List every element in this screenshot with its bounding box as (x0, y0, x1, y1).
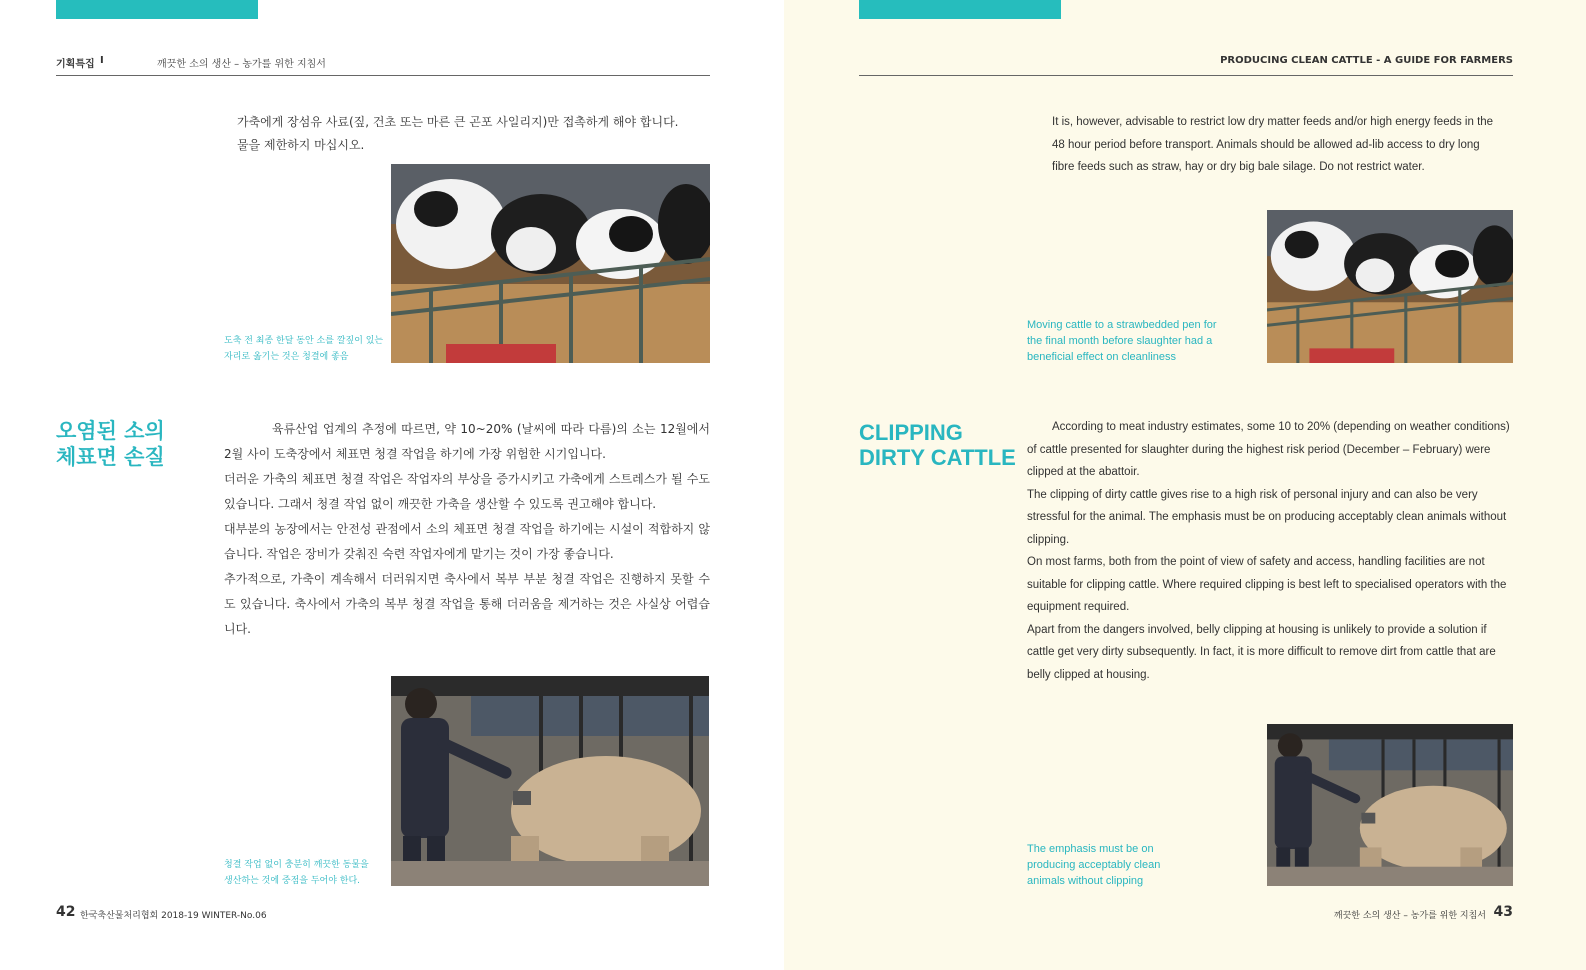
cattle-in-pen-photo (1267, 210, 1513, 363)
photo-caption-1 (1027, 317, 1217, 365)
section-heading (859, 420, 1016, 470)
body-paragraph: On most farms, both from the point of view of safety and access, handling facilities are not suitable for clipping cattle. Where required clipping is best left to specialised operators with the equipment required. (1027, 556, 1507, 613)
body-paragraph: 더러운 가축의 체표면 청결 작업은 작업자의 부상을 증가시키고 가축에게 스트레스가 될 수도 있습니다. 그래서 청결 작업 없이 깨끗한 가축을 생산할 수 있도록 권고해야 합니다. (224, 472, 710, 511)
body-paragraph: The clipping of dirty cattle gives rise to a high risk of personal injury and can also be very stressful for the animal. The emphasis must be on producing acceptably clean animals without clipping. (1027, 488, 1507, 546)
heading-line: 체표면 손질 (56, 445, 165, 469)
body-text (224, 417, 710, 642)
page-number: 43 (1493, 904, 1513, 920)
header-tab-bar (859, 0, 1061, 19)
body-paragraph: According to meat industry estimates, some 10 to 20% (depending on weather conditions) of cattle presented for slaughter during the highest risk period (December – February) were clipped at the abattoir. (1027, 421, 1510, 478)
photo-caption-2 (224, 857, 369, 889)
photo-caption-1 (224, 333, 383, 365)
footer-text: 깨끗한 소의 생산 – 농가를 위한 지침서 (1333, 911, 1486, 921)
intro-text (1052, 111, 1522, 179)
running-title: PRODUCING CLEAN CATTLE - A GUIDE FOR FARMERS (1220, 55, 1513, 66)
intro-line: 가축에게 장섬유 사료(짚, 건초 또는 마른 큰 곤포 사일리지)만 접촉하게 해야 합니다. (237, 115, 679, 129)
heading-line: 오염된 소의 (56, 419, 165, 443)
intro-line: fibre feeds such as straw, hay or dry big bale silage. Do not restrict water. (1052, 161, 1425, 173)
section-heading (56, 418, 165, 470)
right-page (784, 0, 1586, 970)
body-paragraph: 대부분의 농장에서는 안전성 관점에서 소의 체표면 청결 작업을 하기에는 시설이 적합하지 않습니다. 작업은 장비가 갖춰진 숙련 작업자에게 맡기는 것이 가장 좋습니다. (224, 522, 710, 561)
caption-line: animals without clipping (1027, 875, 1144, 887)
body-paragraph: 추가적으로, 가축이 계속해서 더러워지면 축사에서 복부 부분 청결 작업은 진행하지 못할 수도 있습니다. 축사에서 가축의 복부 청결 작업을 통해 더러움을 제거하는 것은 사실상 어렵습니다. (224, 572, 710, 636)
header-rule (859, 75, 1513, 76)
header-rule (56, 75, 710, 76)
caption-line: 도축 전 최종 한달 동안 소를 깔짚이 있는 (224, 336, 384, 346)
header-separator: I (100, 55, 104, 66)
body-paragraph: 육류산업 업계의 추정에 따르면, 약 10~20% (날씨에 따라 다름)의 소는 12월에서 2월 사이 도축장에서 체표면 청결 작업을 하기에 가장 위험한 시기입니다. (224, 422, 710, 461)
caption-line: beneficial effect on cleanliness (1027, 351, 1177, 363)
section-label: 기획특집 (56, 59, 95, 70)
body-text (1027, 416, 1513, 686)
intro-line: It is, however, advisable to restrict low dry matter feeds and/or high energy feeds in the (1052, 116, 1494, 128)
heading-line: CLIPPING (859, 420, 963, 445)
running-title: 깨끗한 소의 생산 – 농가를 위한 지침서 (157, 59, 326, 70)
caption-line: 청결 작업 없이 충분히 깨끗한 동물을 (224, 860, 369, 870)
caption-line: producing acceptably clean (1027, 859, 1161, 871)
cattle-in-pen-photo (391, 164, 710, 363)
caption-line: 자리로 옮기는 것은 청결에 좋음 (224, 352, 349, 362)
intro-line: 물을 제한하지 마십시오. (237, 138, 365, 152)
photo-caption-2 (1027, 841, 1160, 889)
worker-clipping-cow-photo (1267, 724, 1513, 886)
left-page (0, 0, 784, 970)
caption-line: the final month before slaughter had a (1027, 335, 1213, 347)
intro-line: 48 hour period before transport. Animals should be allowed ad-lib access to dry long (1052, 138, 1480, 151)
page-number: 42 (56, 904, 76, 920)
heading-line: DIRTY CATTLE (859, 445, 1016, 470)
caption-line: The emphasis must be on (1027, 843, 1154, 855)
body-paragraph: Apart from the dangers involved, belly clipping at housing is unlikely to provide a solution if cattle get very dirty subsequently. In fact, it is more difficult to remove dirt from cattle that are belly clipped at housing. (1027, 623, 1496, 681)
footer-text: 한국축산물처리협회 2018-19 WINTER-No.06 (80, 911, 267, 921)
worker-clipping-cow-photo (391, 676, 709, 886)
header-tab-bar (56, 0, 258, 19)
intro-text (237, 111, 717, 157)
caption-line: 생산하는 것에 중점을 두어야 한다. (224, 876, 361, 886)
caption-line: Moving cattle to a strawbedded pen for (1027, 319, 1217, 331)
